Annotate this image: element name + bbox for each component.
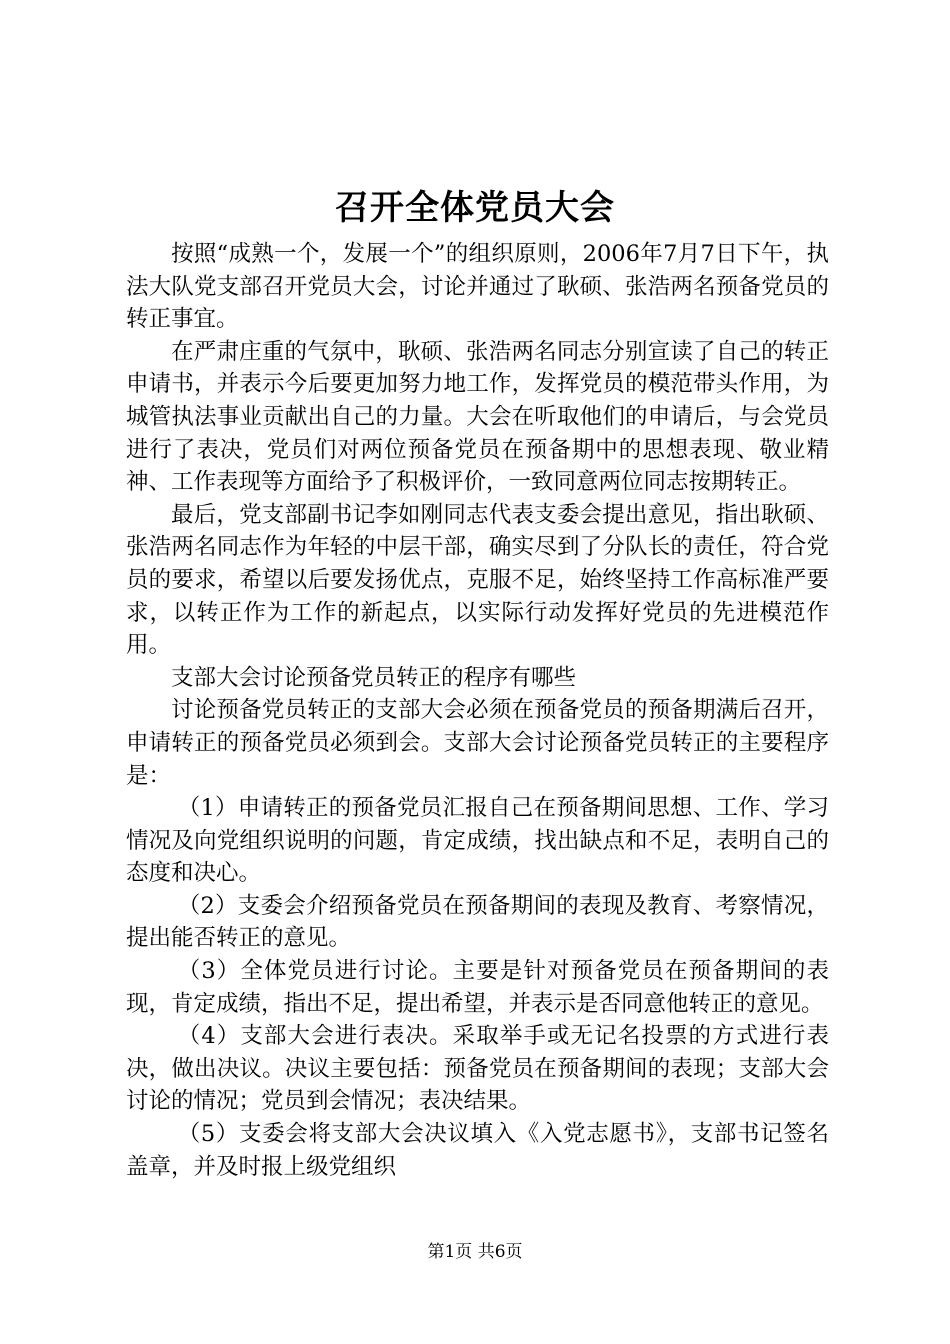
document-body <box>126 238 829 1183</box>
section-heading: 支部大会讨论预备党员转正的程序有哪些 <box>171 664 577 691</box>
procedure-step-2: （2）支委会介绍预备党员在预备期间的表现及教育、考察情况，提出能否转正的意见。 <box>126 892 829 952</box>
procedure-step-1: （1）申请转正的预备党员汇报自己在预备期间思想、工作、学习情况及向党组织说明的问题，肯定成绩，找出缺点和不足，表明自己的态度和决心。 <box>126 795 829 887</box>
procedure-step-3: （3）全体党员进行讨论。主要是针对预备党员在预备期间的表现，肯定成绩，指出不足，提出希望，并表示是否同意他转正的意见。 <box>126 958 829 1017</box>
paragraph-procedure-intro: 讨论预备党员转正的支部大会必须在预备党员的预备期满后召开，申请转正的预备党员必须到会。支部大会讨论预备党员转正的主要程序是： <box>126 697 829 789</box>
document-title: 召开全体党员大会 <box>335 188 615 228</box>
procedure-step-4: （4）支部大会进行表决。采取举手或无记名投票的方式进行表决，做出决议。决议主要包括：预备党员在预备期间的表现；支部大会讨论的情况；党员到会情况；表决结果。 <box>126 1023 829 1115</box>
paragraph-conclusion: 最后，党支部副书记李如刚同志代表支委会提出意见，指出耿硕、张浩两名同志作为年轻的中层干部，确实尽到了分队长的责任，符合党员的要求，希望以后要发扬优点，克服不足，始终坚持工作高标准严要求，以转正作为工作的新起点，以实际行动发挥好党员的先进模范作用。 <box>126 501 829 659</box>
page-number: 第1页 共6页 <box>427 1242 523 1262</box>
paragraph-meeting: 在严肃庄重的气氛中，耿硕、张浩两名同志分别宣读了自己的转正申请书，并表示今后要更加努力地工作，发挥党员的模范带头作用，为城管执法事业贡献出自己的力量。大会在听取他们的申请后，与会党员进行了表决，党员们对两位预备党员在预备期中的思想表现、敬业精神、工作表现等方面给予了积极评价，一致同意两位同志按期转正。 <box>126 338 829 496</box>
procedure-step-5: （5）支委会将支部大会决议填入《入党志愿书》，支部书记签名盖章，并及时报上级党组织 <box>126 1121 829 1180</box>
paragraph-intro: 按照“成熟一个，发展一个”的组织原则，2006年7月7日下午，执法大队党支部召开党员大会，讨论并通过了耿硕、张浩两名预备党员的转正事宜。 <box>126 241 829 333</box>
